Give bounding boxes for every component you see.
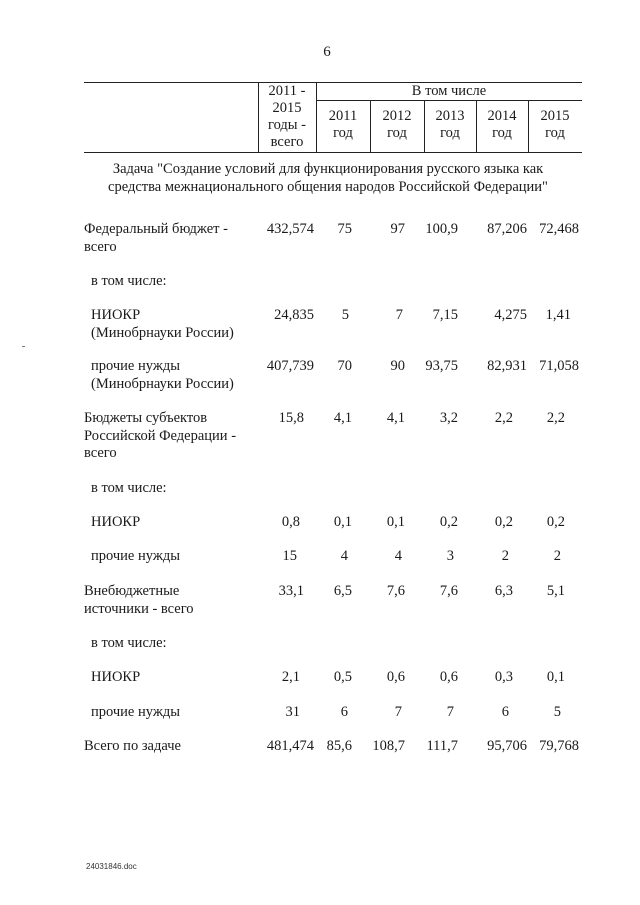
federal-other-2013: 93,75	[425, 358, 458, 374]
extra-other-total: 31	[285, 704, 300, 720]
federal-rnd-2012: 7	[395, 307, 403, 323]
label-line: прочие нужды	[91, 358, 180, 374]
header-total-line: годы -	[268, 117, 306, 133]
federal-other-total: 407,739	[266, 358, 314, 374]
regional-other-2011: 4	[340, 548, 348, 564]
regional-other-2014: 2	[501, 548, 509, 564]
extra-rnd-2013: 0,6	[439, 669, 458, 685]
extra-total: 33,1	[278, 583, 304, 599]
header-total-line: всего	[270, 134, 304, 150]
row-label-regional-rnd: НИОКР	[91, 514, 141, 530]
page-number: 6	[323, 44, 331, 60]
extra-other-2013: 7	[446, 704, 454, 720]
regional-2012: 4,1	[386, 410, 405, 426]
row-label-extra-rnd: НИОКР	[91, 669, 141, 685]
task-2012: 108,7	[372, 738, 405, 754]
header-group-rule	[316, 100, 582, 101]
year-unit: год	[440, 125, 460, 141]
row-label-task-total: Всего по задаче	[84, 738, 181, 754]
federal-rnd-2014: 4,275	[494, 307, 527, 323]
header-year-2013	[424, 108, 476, 142]
header-year-2011	[316, 108, 370, 142]
footer-filename: 24031846.doc	[86, 862, 137, 871]
task-2014: 95,706	[487, 738, 527, 754]
label-line: всего	[84, 238, 117, 255]
federal-2011: 75	[337, 221, 352, 237]
extra-rnd-2015: 0,1	[546, 669, 565, 685]
regional-other-total: 15	[282, 548, 297, 564]
year-label: 2013	[435, 108, 465, 124]
task-title-line: средства межнационального общения народов Российской Федерации"	[108, 179, 548, 195]
federal-2015: 72,468	[539, 221, 579, 237]
federal-rnd-total: 24,835	[274, 307, 314, 323]
header-year-2012	[370, 108, 424, 142]
label-line: НИОКР	[91, 307, 141, 323]
header-bottom-rule	[84, 152, 582, 153]
regional-other-2013: 3	[446, 548, 454, 564]
label-line: Внебюджетные	[84, 583, 180, 599]
label-line: (Минобрнауки России)	[91, 375, 234, 392]
header-group-label: В том числе	[411, 83, 487, 99]
year-unit: год	[387, 125, 407, 141]
label-line: всего	[84, 445, 117, 461]
task-2011: 85,6	[326, 738, 352, 754]
label-line: Российской Федерации -	[84, 427, 237, 444]
extra-other-2015: 5	[553, 704, 561, 720]
regional-2014: 2,2	[494, 410, 513, 426]
federal-rnd-2015: 1,41	[545, 307, 571, 323]
regional-rnd-2014: 0,2	[494, 514, 513, 530]
row-label-regional-budgets	[84, 410, 236, 463]
federal-other-2014: 82,931	[487, 358, 527, 374]
row-label-including: в том числе:	[91, 635, 167, 651]
row-label-regional-other: прочие нужды	[91, 548, 180, 564]
row-label-federal-other	[91, 358, 234, 393]
extra-2014: 6,3	[494, 583, 513, 599]
task-2013: 111,7	[426, 738, 458, 754]
task-total: 481,474	[266, 738, 314, 754]
row-label-including: в том числе:	[91, 273, 167, 289]
federal-2012: 97	[390, 221, 405, 237]
extra-2015: 5,1	[546, 583, 565, 599]
extra-2012: 7,6	[386, 583, 405, 599]
task-title-line: Задача "Создание условий для функционирования русского языка как	[112, 161, 544, 177]
extra-2011: 6,5	[333, 583, 352, 599]
year-label: 2012	[382, 108, 412, 124]
regional-2011: 4,1	[333, 410, 352, 426]
extra-rnd-2012: 0,6	[386, 669, 405, 685]
federal-2014: 87,206	[487, 221, 527, 237]
year-unit: год	[545, 125, 565, 141]
extra-2013: 7,6	[439, 583, 458, 599]
row-label-including: в том числе:	[91, 480, 167, 496]
regional-rnd-total: 0,8	[281, 514, 300, 530]
regional-other-2015: 2	[553, 548, 561, 564]
extra-other-2012: 7	[394, 704, 402, 720]
header-total-line: 2015	[272, 100, 302, 116]
label-line: Бюджеты субъектов	[84, 410, 208, 426]
federal-total: 432,574	[266, 221, 314, 237]
federal-2013: 100,9	[425, 221, 458, 237]
regional-other-2012: 4	[394, 548, 402, 564]
regional-rnd-2015: 0,2	[546, 514, 565, 530]
task-2015: 79,768	[539, 738, 579, 754]
label-line: источники - всего	[84, 600, 194, 617]
extra-rnd-2011: 0,5	[333, 669, 352, 685]
regional-2015: 2,2	[546, 410, 565, 426]
year-label: 2011	[328, 108, 358, 124]
label-line: Федеральный бюджет -	[84, 221, 228, 237]
extra-rnd-total: 2,1	[281, 669, 300, 685]
header-total-line: 2011 -	[268, 83, 306, 99]
federal-rnd-2011: 5	[341, 307, 349, 323]
extra-rnd-2014: 0,3	[494, 669, 513, 685]
federal-rnd-2013: 7,15	[432, 307, 458, 323]
regional-2013: 3,2	[439, 410, 458, 426]
task-title	[84, 160, 572, 196]
federal-other-2015: 71,058	[539, 358, 579, 374]
row-label-extrabudgetary	[84, 583, 194, 618]
regional-total: 15,8	[278, 410, 304, 426]
header-total-column	[258, 83, 316, 151]
extra-other-2011: 6	[340, 704, 348, 720]
year-unit: год	[333, 125, 353, 141]
year-label: 2014	[487, 108, 517, 124]
row-label-federal-budget	[84, 221, 228, 256]
label-line: (Минобрнауки России)	[91, 324, 234, 341]
federal-other-2012: 90	[390, 358, 405, 374]
header-year-2015	[528, 108, 582, 142]
year-label: 2015	[540, 108, 570, 124]
extra-other-2014: 6	[501, 704, 509, 720]
regional-rnd-2013: 0,2	[439, 514, 458, 530]
year-unit: год	[492, 125, 512, 141]
regional-rnd-2012: 0,1	[386, 514, 405, 530]
row-label-extra-other: прочие нужды	[91, 704, 180, 720]
federal-other-2011: 70	[337, 358, 352, 374]
header-year-2014	[476, 108, 528, 142]
row-label-federal-rnd	[91, 307, 234, 342]
margin-mark	[22, 346, 25, 347]
regional-rnd-2011: 0,1	[333, 514, 352, 530]
